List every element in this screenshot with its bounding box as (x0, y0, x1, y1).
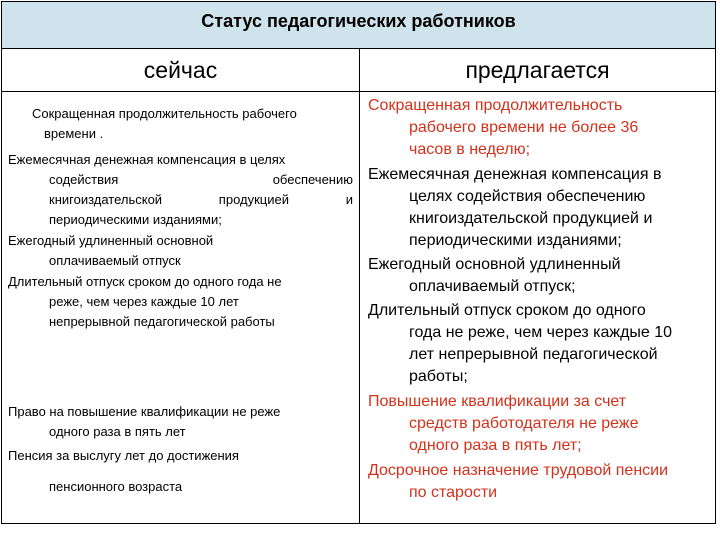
list-item-line: Повышение квалификации за счет (368, 393, 627, 410)
current-item-long-leave (8, 272, 353, 332)
current-item-reduced-hours (32, 104, 352, 144)
list-item-line: рабочего времени не более 36 (409, 119, 639, 136)
list-item-line: Ежемесячная денежная компенсация в (368, 166, 662, 183)
column-header-proposed-label: предлагается (465, 57, 610, 83)
list-item-line: реже, чем через каждые 10 лет (49, 294, 239, 309)
proposed-item-reduced-hours (368, 95, 713, 161)
list-item-line: Ежемесячная денежная компенсация в целях (8, 152, 286, 167)
list-item-line: лет непрерывной педагогической (409, 346, 658, 363)
list-item-line: Право на повышение квалификации не реже (8, 404, 281, 419)
list-item-line: работы; (409, 368, 468, 385)
column-header-current-label: сейчас (143, 57, 218, 83)
list-item-line: по старости (409, 484, 498, 501)
list-item-line: книгоиздательской продукцией и (49, 192, 353, 207)
list-item-line: времени . (44, 126, 104, 141)
proposed-item-pension (368, 460, 713, 504)
table-title: Статус педагогических работников (201, 11, 516, 31)
list-item-line: книгоиздательской продукцией и (409, 210, 653, 227)
proposed-item-annual-leave (368, 254, 713, 298)
list-item-line: периодическими изданиями; (49, 212, 222, 227)
status-table (1, 1, 716, 524)
current-item-annual-leave (8, 231, 353, 271)
list-item-line: средств работодателя не реже (409, 415, 639, 432)
list-item-line: одного раза в пять лет (49, 424, 186, 439)
list-item-line: пенсионного возраста (49, 479, 183, 494)
list-item-line: Ежегодный основной удлиненный (368, 256, 621, 273)
list-item-line: целях содействия обеспечению (409, 188, 646, 205)
column-header-proposed (360, 49, 715, 92)
list-item-line: Сокращенная продолжительность рабочего (32, 106, 297, 121)
current-item-pension (8, 446, 353, 497)
list-item-line: Длительный отпуск сроком до одного (368, 302, 646, 319)
list-item-line: оплачиваемый отпуск; (409, 278, 576, 295)
current-item-compensation (8, 150, 353, 230)
proposed-column (360, 92, 715, 523)
current-column (2, 92, 360, 523)
list-item-line: Досрочное назначение трудовой пенсии (368, 462, 669, 479)
list-item-line: Ежегодный удлиненный основной (8, 233, 214, 248)
list-item-line: года не реже, чем через каждые 10 (409, 324, 673, 341)
list-item-line: непрерывной педагогической работы (49, 314, 275, 329)
list-item-line: периодическими изданиями; (409, 232, 622, 249)
list-item-line: часов в неделю; (409, 141, 531, 158)
list-item-line: Длительный отпуск сроком до одного года не (8, 274, 282, 289)
list-item-line: Пенсия за выслугу лет до достижения (8, 448, 239, 463)
list-item-line: Сокращенная продолжительность (368, 97, 623, 114)
list-item-line: оплачиваемый отпуск (49, 253, 181, 268)
title-row (2, 2, 715, 49)
proposed-item-compensation (368, 164, 713, 252)
current-item-qualification (8, 402, 353, 442)
proposed-item-long-leave (368, 300, 713, 388)
column-header-current (2, 49, 360, 92)
list-item-line: содействия обеспечению (49, 172, 353, 187)
list-item-line: одного раза в пять лет; (409, 437, 582, 454)
proposed-item-qualification (368, 391, 713, 457)
